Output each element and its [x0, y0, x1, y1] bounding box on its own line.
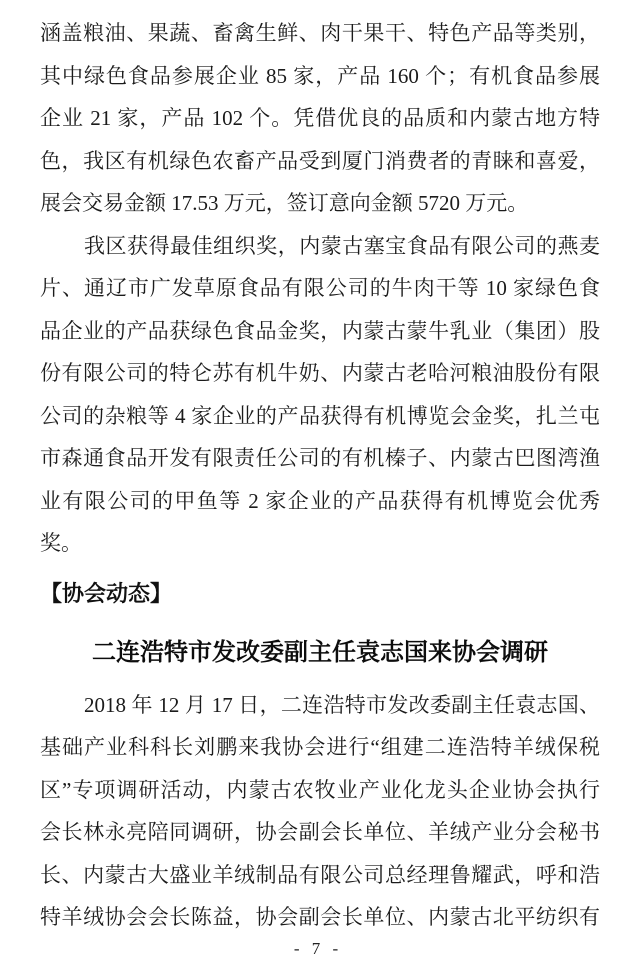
paragraph-line: 基础产业科科长刘鹏来我协会进行“组建二连浩特羊绒保税 [40, 735, 600, 759]
paragraph-line: 奖。 [40, 531, 82, 555]
article-title: 二连浩特市发改委副主任袁志国来协会调研 [92, 639, 548, 666]
paragraph-line: 2018 年 12 月 17 日，二连浩特市发改委副主任袁志国、 [84, 692, 600, 717]
paragraph-line: 展会交易金额 17.53 万元，签订意向金额 5720 万元。 [40, 191, 529, 215]
paragraph-line: 色，我区有机绿色农畜产品受到厦门消费者的青睐和喜爱， [40, 148, 600, 173]
paragraph-line: 会长林永亮陪同调研，协会副会长单位、羊绒产业分会秘书 [40, 820, 600, 844]
paragraph-awards [40, 225, 600, 565]
paragraph-line: 涵盖粮油、果蔬、畜禽生鲜、肉干果干、特色产品等类别， [40, 21, 600, 45]
paragraph-line: 我区获得最佳组织奖，内蒙古塞宝食品有限公司的燕麦 [84, 233, 600, 258]
page-number: - 7 - [293, 939, 343, 958]
paragraph-line: 长、内蒙古大盛业羊绒制品有限公司总经理鲁耀武，呼和浩 [40, 862, 600, 887]
paragraph-research-visit [40, 684, 600, 939]
paragraph-line: 公司的杂粮等 4 家企业的产品获得有机博览会金奖，扎兰屯 [40, 403, 600, 428]
paragraph-line: 品企业的产品获绿色食品金奖，内蒙古蒙牛乳业（集团）股 [40, 318, 600, 343]
paragraph-line: 片、通辽市广发草原食品有限公司的牛肉干等 10 家绿色食 [40, 276, 600, 300]
paragraph-line: 业有限公司的甲鱼等 2 家企业的产品获得有机博览会优秀 [40, 488, 600, 513]
paragraph-line: 区”专项调研活动，内蒙古农牧业产业化龙头企业协会执行 [40, 777, 600, 802]
paragraph-line: 特羊绒协会会长陈益，协会副会长单位、内蒙古北平纺织有 [40, 905, 600, 929]
section-header-association-news: 【协会动态】 [40, 580, 173, 606]
paragraph-line: 份有限公司的特仑苏有机牛奶、内蒙古老哈河粮油股份有限 [40, 361, 600, 385]
paragraph-line: 其中绿色食品参展企业 85 家，产品 160 个；有机食品参展 [40, 63, 600, 88]
paragraph-line: 市森通食品开发有限责任公司的有机榛子、内蒙古巴图湾渔 [40, 446, 600, 470]
paragraph-line: 企业 21 家，产品 102 个。凭借优良的品质和内蒙古地方特 [40, 106, 600, 130]
paragraph-exhibition-overview [40, 12, 600, 225]
